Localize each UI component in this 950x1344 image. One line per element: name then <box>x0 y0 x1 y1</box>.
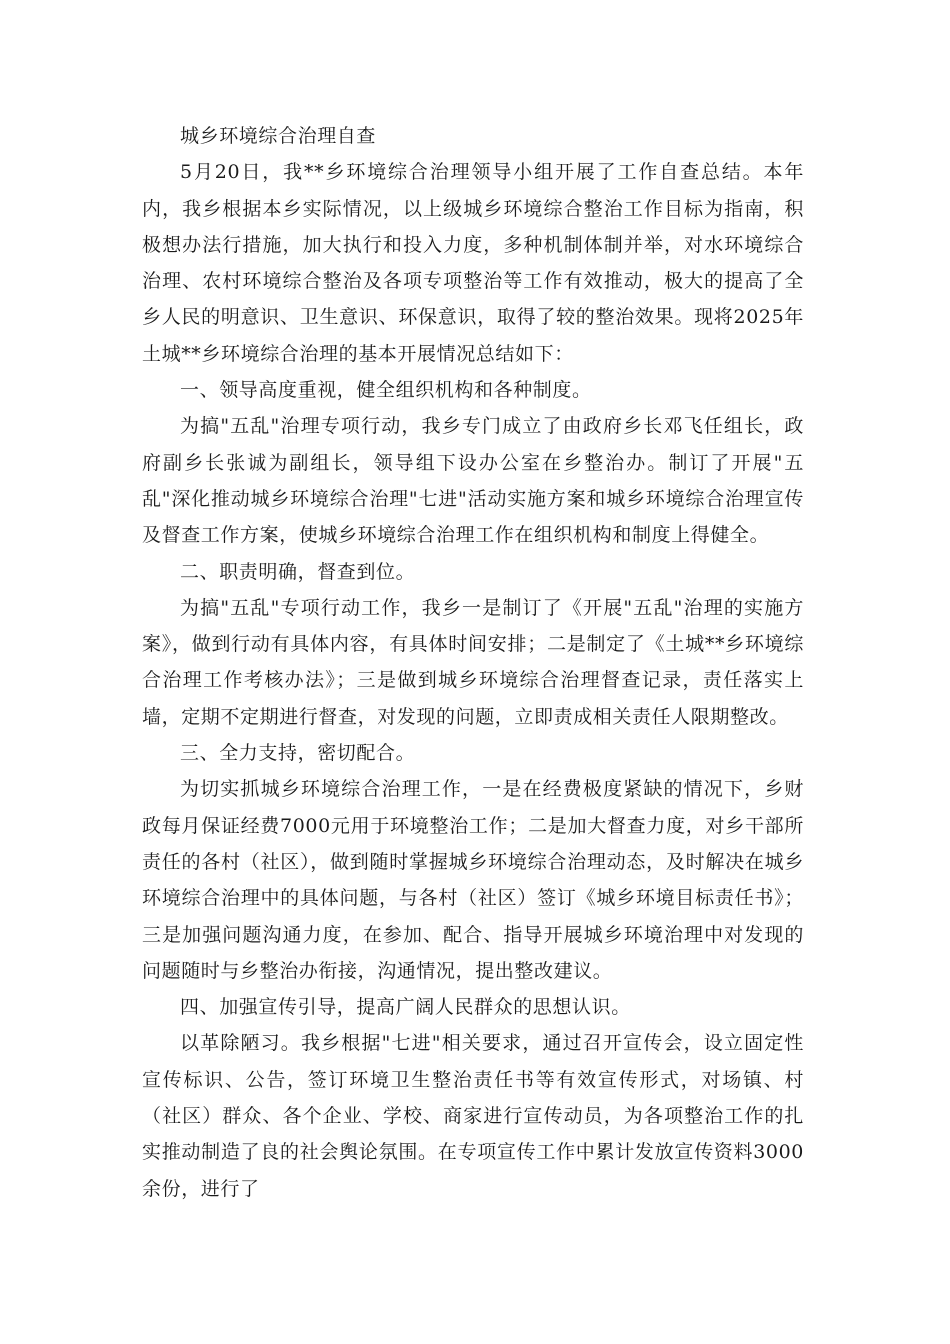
paragraph-section-3: 为切实抓城乡环境综合治理工作，一是在经费极度紧缺的情况下，乡财政每月保证经费7000元用于环境整治工作；二是加大督查力度，对乡干部所责任的各村（社区），做到随时掌握城乡环境综合治理动态，及时解决在城乡环境综合治理中的具体问题，与各村（社区）签订《城乡环境目标责任书》；三是加强问题沟通力度，在参加、配合、指导开展城乡环境治理中对发现的问题随时与乡整治办衔接，沟通情况，提出整改建议。 <box>142 778 804 982</box>
paragraph-section-2: 为搞"五乱"专项行动工作，我乡一是制订了《开展"五乱"治理的实施方案》，做到行动有具体内容，有具体时间安排；二是制定了《土城**乡环境综合治理工作考核办法》；三是做到城乡环境综合治理督查记录，责任落实上墙，定期不定期进行督查，对发现的问题，立即责成相关责任人限期整改。 <box>142 596 804 728</box>
section-heading-1: 一、领导高度重视，健全组织机构和各种制度。 <box>180 379 592 402</box>
document-title: 城乡环境综合治理自查 <box>180 125 377 147</box>
section-heading-3: 三、全力支持，密切配合。 <box>180 742 416 765</box>
paragraph-section-4: 以革除陋习。我乡根据"七进"相关要求，通过召开宣传会，设立固定性宣传标识、公告，签订环境卫生整治责任书等有效宣传形式，对场镇、村（社区）群众、各个企业、学校、商家进行宣传动员，为各项整治工作的扎实推动制造了良的社会舆论氛围。在专项宣传工作中累计发放宣传资料3000余份，进行了 <box>142 1032 804 1200</box>
section-heading-4: 四、加强宣传引导，提高广阔人民群众的思想认识。 <box>180 996 631 1019</box>
section-heading-2: 二、职责明确，督查到位。 <box>180 560 416 583</box>
document-body <box>142 118 804 1207</box>
paragraph-intro: 5月20日，我**乡环境综合治理领导小组开展了工作自查总结。本年内，我乡根据本乡实际情况，以上级城乡环境综合整治工作目标为指南，积极想办法行措施，加大执行和投入力度，多种机制体制并举，对水环境综合治理、农村环境综合整治及各项专项整治等工作有效推动，极大的提高了全乡人民的明意识、卫生意识、环保意识，取得了较的整治效果。现将2025年土城**乡环境综合治理的基本开展情况总结如下： <box>142 161 804 365</box>
paragraph-section-1: 为搞"五乱"治理专项行动，我乡专门成立了由政府乡长邓飞任组长，政府副乡长张诚为副组长，领导组下设办公室在乡整治办。制订了开展"五乱"深化推动城乡环境综合治理"七进"活动实施方案和城乡环境综合治理宣传及督查工作方案，使城乡环境综合治理工作在组织机构和制度上得健全。 <box>142 415 804 547</box>
